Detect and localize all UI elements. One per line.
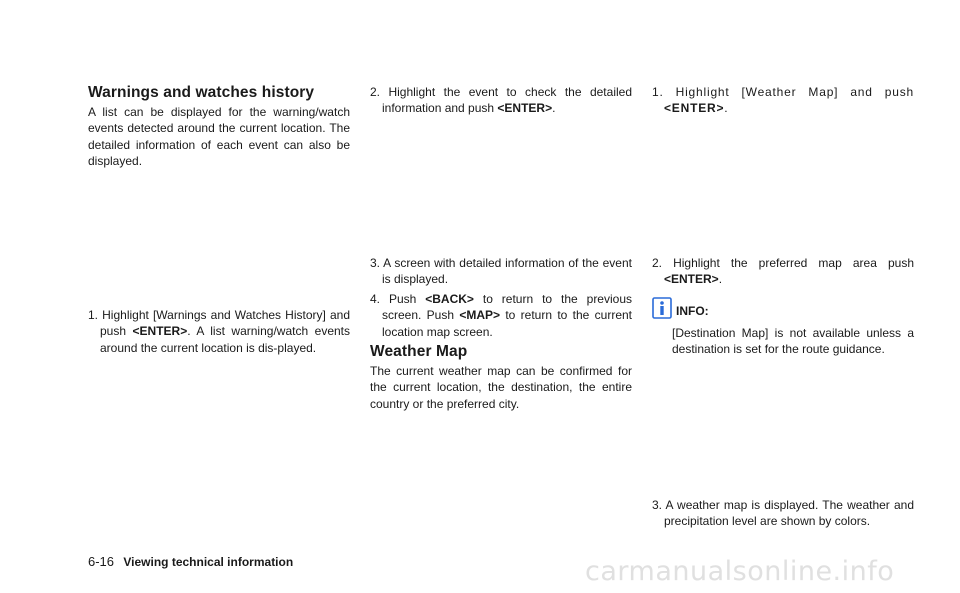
enter-key-label: <ENTER> (132, 324, 188, 339)
enter-key-label: <ENTER> (664, 101, 725, 116)
footer-section-title: Viewing technical information (123, 555, 294, 569)
page-footer (88, 554, 293, 569)
warnings-step-1: 1. Highlight [Warnings and Watches History] and push <ENTER>. A list warning/watch events around the current location is dis-played. (88, 308, 350, 355)
warnings-intro: A list can be displayed for the warning/watch events detected around the current location. The detailed information of each event can also be displayed. (88, 105, 350, 169)
warnings-step-4: 4. Push <BACK> to return to the previous screen. Push <MAP> to return to the current location map screen. (370, 292, 633, 339)
warnings-step-2: 2. Highlight the event to check the detailed information and push <ENTER>. (370, 85, 632, 116)
map-key-label: <MAP> (459, 308, 501, 323)
site-watermark: carmanualsonline.info (585, 556, 895, 587)
weather-step-3: 3. A weather map is displayed. The weather and precipitation level are shown by colors. (652, 498, 914, 529)
page-number: 6-16 (88, 554, 115, 569)
info-label: INFO: (676, 304, 709, 318)
back-key-label: <BACK> (425, 292, 474, 306)
weather-step-1: 1. Highlight [Weather Map] and push <ENTER>. (652, 85, 914, 116)
weather-map-intro: The current weather map can be confirmed for the current location, the destination, the entire country or the preferred city. (370, 364, 632, 411)
weather-step-2: 2. Highlight the preferred map area push <ENTER>. (652, 256, 914, 287)
section-heading-warnings: Warnings and watches history (88, 84, 315, 101)
info-icon (652, 297, 672, 319)
section-heading-weather-map: Weather Map (370, 343, 468, 360)
info-text: [Destination Map] is not available unless a destination is set for the route guidance. (672, 326, 914, 357)
enter-key-label: <ENTER> (664, 272, 719, 287)
enter-key-label: <ENTER> (497, 101, 553, 116)
warnings-step-3: 3. A screen with detailed information of the event is displayed. (370, 256, 632, 287)
